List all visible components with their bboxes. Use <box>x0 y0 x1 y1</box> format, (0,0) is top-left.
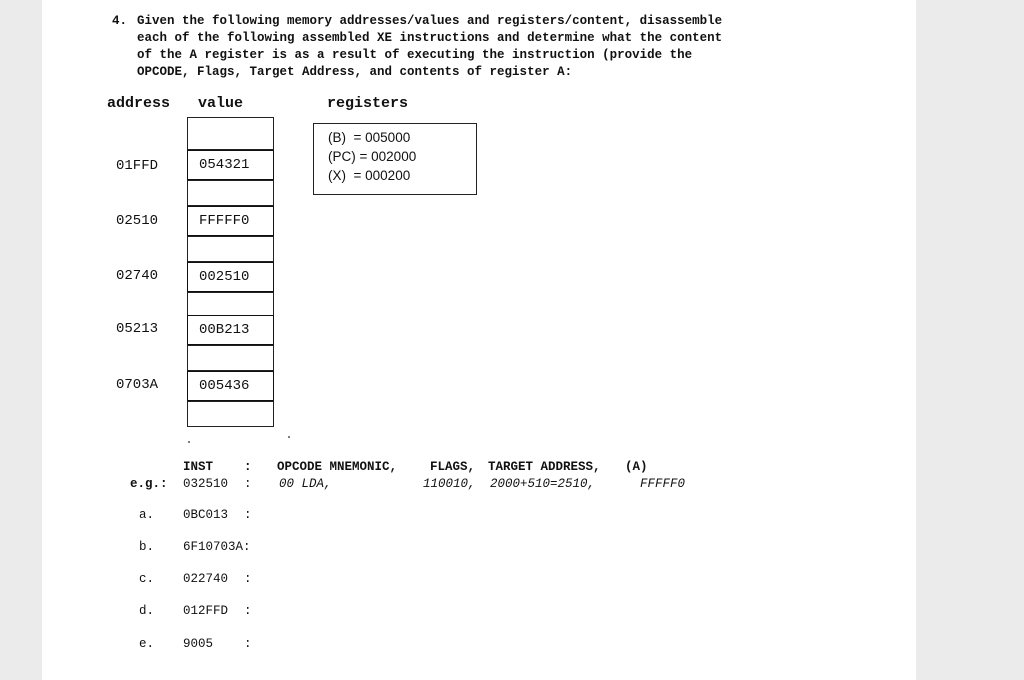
document-page <box>42 0 916 680</box>
memory-cell-empty <box>187 117 274 150</box>
register-pc: (PC) = 002000 <box>328 149 417 164</box>
memory-cell-empty <box>187 401 274 427</box>
memory-address: 0703A <box>116 377 159 393</box>
target-header: TARGET ADDRESS, <box>488 460 601 474</box>
question-line-2: each of the following assembled XE instructions and determine what the content <box>137 31 723 45</box>
example-a: FFFFF0 <box>640 477 686 491</box>
memory-cell-value: 005436 <box>187 371 274 401</box>
item-label: e. <box>139 637 155 651</box>
example-opcode: 00 LDA, <box>279 477 332 491</box>
question-line-3: of the A register is as a result of executing the instruction (provide the <box>137 48 693 62</box>
item-inst: 6F10703A: <box>183 540 251 554</box>
question-line-1: Given the following memory addresses/values and registers/content, disassemble <box>137 14 723 28</box>
example-inst: 032510 <box>183 477 229 491</box>
item-separator: : <box>244 604 252 618</box>
example-separator: : <box>244 477 252 491</box>
memory-cell-value: FFFFF0 <box>187 206 274 236</box>
address-header: address <box>107 95 171 112</box>
register-x: (X) = 000200 <box>328 168 411 183</box>
item-label: b. <box>139 540 155 554</box>
scan-mark <box>288 436 290 438</box>
memory-cell-empty <box>187 180 274 206</box>
item-label: c. <box>139 572 155 586</box>
item-inst: 022740 <box>183 572 229 586</box>
memory-cell-value: 00B213 <box>187 315 274 345</box>
example-flags: 110010, <box>423 477 476 491</box>
item-inst: 9005 <box>183 637 214 651</box>
item-inst: 012FFD <box>183 604 229 618</box>
question-number: 4. <box>112 14 128 28</box>
flags-header: FLAGS, <box>430 460 476 474</box>
inst-separator: : <box>244 460 252 474</box>
memory-cell-empty <box>187 236 274 262</box>
memory-cell-empty <box>187 345 274 371</box>
question-line-4: OPCODE, Flags, Target Address, and contents of register A: <box>137 65 573 79</box>
memory-cell-value: 054321 <box>187 150 274 180</box>
register-b: (B) = 005000 <box>328 130 411 145</box>
item-separator: : <box>244 508 252 522</box>
memory-address: 05213 <box>116 321 159 337</box>
value-header: value <box>198 95 244 112</box>
item-label: a. <box>139 508 155 522</box>
memory-address: 02510 <box>116 213 159 229</box>
example-target: 2000+510=2510, <box>490 477 596 491</box>
item-inst: 0BC013 <box>183 508 229 522</box>
memory-cell-value: 002510 <box>187 262 274 292</box>
memory-address: 01FFD <box>116 158 159 174</box>
opcode-header: OPCODE MNEMONIC, <box>277 460 398 474</box>
item-separator: : <box>244 572 252 586</box>
a-header: (A) <box>625 460 648 474</box>
item-label: d. <box>139 604 155 618</box>
registers-box <box>313 123 477 195</box>
inst-header: INST <box>183 460 214 474</box>
scan-mark <box>188 441 190 443</box>
memory-address: 02740 <box>116 268 159 284</box>
registers-header: registers <box>327 95 409 112</box>
item-separator: : <box>244 637 252 651</box>
example-label: e.g.: <box>130 477 168 491</box>
